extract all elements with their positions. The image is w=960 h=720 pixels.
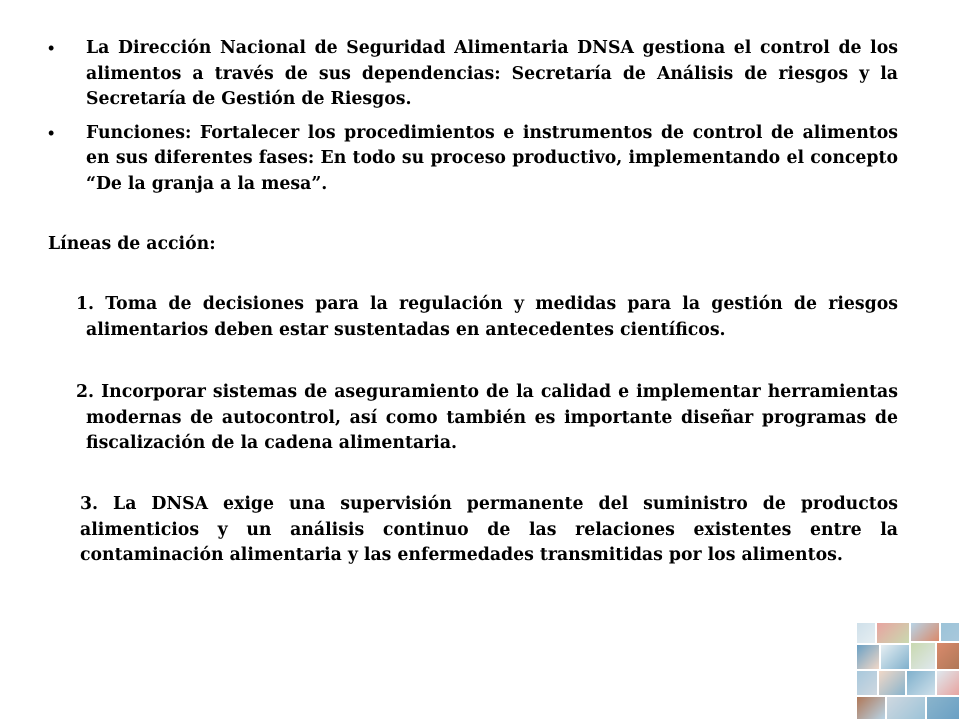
collage-photo-tile (926, 696, 960, 720)
bullet-text: La Dirección Nacional de Seguridad Alimentaria DNSA gestiona el control de los alimentos a través de sus dependencias: Secretaría de Análisis de riesgos y la Secretaría de Gestión de Riesgos. (86, 38, 898, 109)
action-item-2 (76, 380, 898, 457)
item-text: Incorporar sistemas de aseguramiento de la calidad e implementar herramientas modernas de autocontrol, así como también es importante diseñar programas de fiscalización de la cadena alimentaria. (86, 382, 898, 453)
collage-photo-tile (856, 622, 876, 644)
bullet-list (48, 36, 898, 205)
collage-photo-tile (910, 622, 940, 642)
bullet-item-funciones (48, 121, 898, 198)
bullet-text: Funciones: Fortalecer los procedimientos e instrumentos de control de alimentos en sus diferentes fases: En todo su proceso productivo, implementando el concepto “De la granja a la mesa”. (86, 122, 898, 194)
collage-photo-tile (936, 670, 960, 696)
collage-photo-tile (940, 622, 960, 642)
section-heading: Líneas de acción: (48, 234, 216, 254)
item-text: La DNSA exige una supervisión permanente del suministro de productos alimenticios y un análisis continuo de las relaciones existentes entre la contaminación alimentaria y las enfermedades transmitidas por los alimentos. (80, 494, 898, 565)
item-text: Toma de decisiones para la regulación y medidas para la gestión de riesgos alimentarios deben estar sustentadas en antecedentes científicos. (86, 294, 898, 340)
action-item-1 (76, 292, 898, 343)
collage-photo-tile (856, 696, 886, 720)
collage-photo-tile (886, 696, 926, 720)
collage-photo-tile (876, 622, 910, 644)
collage-photo-tile (878, 670, 906, 696)
collage-photo-tile (936, 642, 960, 670)
collage-photo-tile (906, 670, 936, 696)
item-number: 2. (76, 382, 95, 402)
collage-photo-tile (856, 670, 878, 696)
item-number: 1. (76, 294, 95, 314)
photo-collage-image (856, 622, 960, 720)
collage-photo-tile (856, 644, 880, 670)
item-number: 3. (80, 494, 99, 514)
bullet-dot-icon: • (48, 38, 55, 58)
bullet-item-dnsa (48, 36, 898, 113)
action-item-3 (80, 492, 898, 569)
collage-photo-tile (910, 642, 936, 670)
bullet-dot-icon: • (48, 122, 55, 143)
collage-photo-tile (880, 644, 910, 670)
